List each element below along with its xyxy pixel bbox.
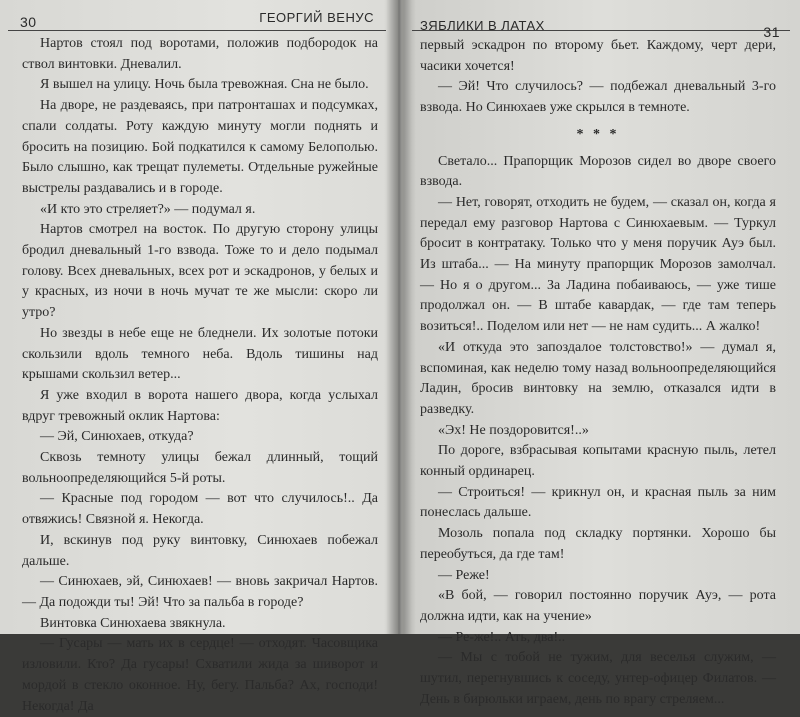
paragraph: «И кто это стреляет?» — подумал я. — [40, 201, 256, 217]
paragraph: Винтовка Синюхаева звякнула. — [40, 615, 226, 631]
paragraph: «И откуда это запоздалое толстовство!» — думал я, вспоминая, как неделю тому назад вольноопределяющийся Ладин, бросив винтовку на землю, отказался идти в разведку. — [420, 339, 776, 417]
paragraph: Я уже входил в ворота нашего двора, когда услыхал вдруг тревожный оклик Нартова: — [22, 387, 378, 424]
left-page-text — [22, 34, 378, 717]
left-running-header — [8, 8, 386, 31]
paragraph: — Гусары — мать их в сердце! — отходят. Часовщика изловили. Кто? Да гусары! Схватили жида за шиворот и мордой в стекло оконное. Ну, бегу. Пальба? Ах, господи! Некогда! Да — [22, 636, 378, 714]
paragraph: — Мы с тобой не тужим, для веселья служим, — шутил, перегнувшись к соседу, унтер-офицер Филатов. — День в бирюльки играем, день по врагу стреляем... — [420, 650, 776, 707]
right-page-number: 31 — [763, 24, 780, 40]
right-page — [412, 0, 790, 707]
paragraph: Сквозь темноту улицы бежал длинный, тощий вольноопределяющийся 5-й роты. — [22, 450, 378, 486]
paragraph: — Эй! Что случилось? — подбежал дневальный 3-го взвода. Но Синюхаев уже скрылся в темноте. — [420, 79, 776, 116]
book-gutter-shadow — [386, 0, 412, 634]
paragraph: Светало... Прапорщик Морозов сидел во дворе своего взвода. — [420, 153, 776, 190]
paragraph: «В бой, — говорил постоянно поручик Ауэ, — рота должна идти, как на учение» — [420, 588, 776, 624]
paragraph: — Эй, Синюхаев, откуда? — [40, 429, 194, 445]
left-page-number: 30 — [20, 14, 37, 30]
paragraph: — Нет, говорят, отходить не будем, — сказал он, когда я передал ему разговор Нартова с Синюхаевым. — Туркул бросит в контратаку. Только что у меня поручик Ауэ был. Из штаба... — На минуту прапорщик Морозов замолчал. — Но я о другом... За Ладина побаиваюсь, — уже тише продолжал он. — В штабе кавардак, — где там теперь возиться!.. Поделом или нет — не нам судить... А жалко! — [420, 194, 776, 335]
right-page-text — [420, 36, 776, 711]
paragraph: Мозоль попала под складку портянки. Хорошо бы переобуться, да где там! — [420, 526, 776, 562]
right-running-head-title: ЗЯБЛИКИ В ЛАТАХ — [420, 18, 545, 33]
paragraph: — Синюхаев, эй, Синюхаев! — вновь закричал Нартов. — Да подожди ты! Эй! Что за пальба в городе? — [22, 574, 378, 610]
paragraph: На дворе, не раздеваясь, при патронташах и подсумках, спали солдаты. Роту каждую минуту могли поднять и бросить на позицию. Бой подкатился к самому Белополью. Было слышно, как трещат пулеметы. Отдельные ружейные выстрелы раздавались и в городе. — [22, 98, 378, 196]
right-running-header — [412, 8, 790, 40]
paragraph: Но звезды в небе еще не бледнели. Их золотые потоки скользили вдоль темного неба. Вдоль тишины над крышами скользил ветер... — [22, 325, 378, 383]
paragraph: — Ре-же!.. Ать, два!.. — [438, 629, 566, 645]
paragraph: — Красные под городом — вот что случилось!.. Да отвяжись! Связной я. Некогда. — [22, 491, 378, 528]
left-page — [8, 0, 386, 714]
paragraph: «Эх! Не поздоровится!..» — [438, 422, 589, 438]
paragraph: И, вскинув под руку винтовку, Синюхаев побежал дальше. — [22, 532, 378, 569]
left-running-head-title: ГЕОРГИЙ ВЕНУС — [259, 10, 374, 25]
paragraph: Нартов стоял под воротами, положив подбородок на ствол винтовки. Дневалил. — [22, 36, 378, 72]
paragraph: По дороге, взбрасывая копытами красную пыль, летел конный ординарец. — [420, 443, 776, 480]
paragraph: — Строиться! — крикнул он, и красная пыль за ним понеслась дальше. — [420, 484, 776, 521]
paragraph-continued: первый эскадрон по второму бьет. Каждому, черт дери, часики хочется! — [420, 38, 776, 74]
paragraph: Нартов смотрел на восток. По другую сторону улицы бродил дневальный 1-го взвода. Тоже то и дело подымал голову. Всех дневальных, всех рот и эскадронов, у белых и у красных, из ночи в ночь мучат те же мысли: скоро ли утро? — [22, 222, 378, 321]
section-break: * * * — [576, 126, 620, 142]
paragraph: — Реже! — [438, 567, 490, 583]
paragraph: Я вышел на улицу. Ночь была тревожная. Сна не было. — [40, 77, 369, 93]
